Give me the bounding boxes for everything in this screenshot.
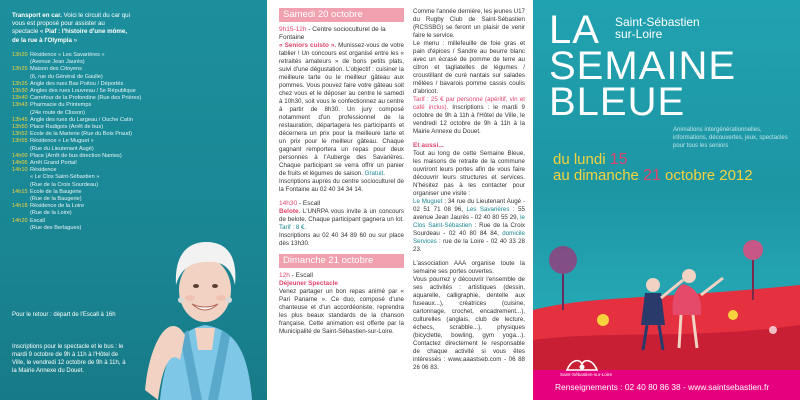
bus-stop-row [12, 225, 130, 232]
bus-stop-time: 14h00 [12, 152, 28, 159]
program-column-right [413, 8, 525, 372]
bus-stop-location: Résidence de la Loire [30, 203, 85, 210]
home-name: le Clos Saint-Sébastien [413, 214, 525, 229]
bus-stop-row [12, 88, 136, 95]
bus-stop-time: 13h45 [12, 116, 28, 123]
bus-stop-row [12, 81, 130, 88]
bus-stop-location: Résidence « Les Savarières » [30, 52, 105, 58]
bus-stops-list [12, 52, 142, 232]
meal-inscription: Inscriptions : le mardi 9 octobre de 9h à 11h à l'Hôtel de Ville, le vendredi 12 octobre de 9h à 11h à la Mairie Annexe du Douet. [413, 104, 526, 135]
bus-stop-time [12, 210, 30, 217]
bus-stop-row [12, 160, 130, 167]
dancing-seniors-illustration [533, 190, 800, 370]
event-title: Belote. [279, 208, 301, 215]
bus-stop-row [12, 196, 130, 203]
bus-stop-row [12, 131, 130, 138]
event-title: Déjeuner Spectacle [279, 280, 338, 287]
bus-stop-time: 13h25 [12, 66, 28, 73]
bus-stop-time [12, 225, 30, 232]
aaa-activities: Vous pourrez y découvrir l'ensemble de ses activités : artistiques (dessin, aquarelle, calligraphie, dentelle aux fuseaux...), créatrices (cuisine, cartonnage, crochet, encadrement...), culturelles (anglais, club de lecture, échecs, scrabble...), physiques (bicyclette, bowling, gym yoga...). Contactez directement le responsable de chaque activité si vous êtes intéressés : www.aaastseb.com - 06 88 26 06 83. [413, 276, 525, 371]
bus-stop-row [12, 124, 130, 131]
cover-city [615, 16, 700, 40]
aaa-open-days: L'association AAA organise toute la semaine ses portes ouvertes. [413, 260, 525, 275]
bus-stop-time: 13h43 [12, 102, 28, 109]
bus-stop-location: (Rue de la Croix Sourdeau) [30, 181, 99, 188]
bus-stop-time: 13h20 [12, 52, 28, 58]
retirement-homes-intro: Tout au long de cette Semaine Bleue, les maisons de retraite de la commune ouvriront leurs portes afin de vous faire découvrir leurs structures et services. N'hésitez pas à les contacter pour organiser une visite : [413, 150, 525, 197]
bus-stop-row [12, 116, 133, 124]
bus-stop-row [12, 174, 130, 181]
cover-date-end [553, 168, 753, 184]
bus-stop-time: 13h30 [12, 88, 28, 95]
date-number: 21 [643, 167, 661, 184]
event-place: - Escall [289, 272, 313, 279]
bus-stop-location: Angle des rues Bas Poitou / Déportés [30, 80, 124, 87]
bus-stop-time [12, 59, 30, 66]
bus-stop-row [12, 203, 130, 210]
home-address: : Rue de la Croix Sourdeau - 02 40 80 84 84, [413, 222, 525, 237]
bus-stop-location: Angles des rues Louvreau / 5e République [30, 88, 136, 95]
event-time: 12h [279, 272, 290, 279]
bus-stop-time [12, 174, 30, 181]
bus-stop-row [12, 102, 130, 109]
bus-stop-time: 14h18 [12, 203, 28, 210]
bus-stop-row [12, 210, 130, 217]
date-prefix: au dimanche [553, 167, 644, 184]
bus-stop-location: (Avenue Jean Jaurès) [30, 59, 85, 66]
home-address: : rue de la Loire - 02 40 33 28 23. [413, 238, 525, 253]
cover-date-start [553, 152, 628, 168]
event-text: Munissez-vous de votre tablier ! Un concours est organisé entre les « retraités amateurs » de bons petits plats, suivi d'une dégustation. L'objectif : cuisiner la meilleure tarte ou le meilleur gâteau aux pommes. Vous pouvez faire votre gâteau soit chez vous et le déposer au centre le samedi à 10h30, soit vous le confectionnez au centre à partir de 8h30. Un jury composé notamment d'un professionnel de la restauration, départagera les participants et décernera un prix pour la meilleure tarte et un prix pour le meilleur gâteau. Chaque gagnant remportera un repas pour deux personnes à l'Auberge des Savarières. Chaque participant se verra offrir un panier de fruits et légumes de saison. [279, 42, 404, 177]
event-description [279, 208, 404, 232]
date-prefix: du lundi [553, 151, 610, 168]
rugby-service-text: Comme l'année dernière, les jeunes U17 du Rugby Club de Saint-Sébastien (RCSSBG) se feront un plaisir de venir faire le service. [413, 8, 525, 39]
event-text: Venez partager un bon repas animé par « Pari Paname ». Ce duo, composé d'une chanteuse et d'un accordéoniste, reprendra les plus beaux standards de la chanson française. Cette animation est offerte par la Municipalité de Saint-Sébastien-sur-Loire. [279, 288, 404, 335]
bus-stop-time: 13h55 [12, 138, 28, 145]
bus-intro [12, 12, 130, 45]
bus-stop-time [12, 182, 30, 189]
home-address: : 55 avenue Jean Jaurès - 02 40 80 55 29, [413, 206, 525, 221]
bus-stop-time [12, 74, 30, 81]
city-line-1: Saint-Sébastien [615, 15, 700, 29]
bus-stop-row [12, 153, 130, 160]
smiling-senior-woman-illustration [140, 190, 270, 400]
also-heading: Et aussi... [413, 142, 444, 149]
intro-show-title: Piaf : l'histoire d'une môme, de la rue à l'Olympia [12, 28, 128, 44]
route-panel [0, 0, 267, 400]
bus-stop-row [12, 110, 130, 117]
city-logo-text: Saint-Sébastien-sur-Loire [560, 372, 613, 377]
bus-stop-location: (Rue du Lieutenant Augé) [30, 145, 94, 152]
bus-stop-location: Ecole de la Marterie (Rue du Bois Praud) [30, 131, 132, 138]
bus-stop-location: (Rue des Berlagues) [30, 224, 82, 231]
date-number: 15 [609, 151, 628, 168]
bus-stop-row [12, 59, 130, 66]
intro-lead: Transport en car. [12, 12, 62, 19]
cover-title-semaine: SEMAINE [549, 44, 737, 88]
bus-stop-row [12, 95, 142, 102]
program-panel [267, 0, 533, 400]
event-text: L'UNRPA vous invite à un concours de belote. Chaque participant gagnera un lot. [279, 208, 404, 223]
bus-stop-time: 14h15 [12, 188, 28, 195]
bus-stop-location: Escall [30, 217, 45, 224]
meal-price: Tarif : 25 € par personne (apéritif, vin et café inclus). [413, 96, 525, 111]
bus-stop-location: Pharmacie du Printemps [30, 102, 92, 109]
home-name: Les Savarières [462, 206, 510, 213]
bus-stop-location: Maison des Citoyens [30, 66, 82, 73]
bus-stop-location: Place (Arrêt de bus direction Nantes) [30, 152, 122, 159]
home-name: Le Muguet [413, 198, 443, 205]
bus-stop-location: Ecole de la Baugerie [30, 188, 82, 195]
bus-stop-time: 14h10 [12, 167, 28, 174]
bus-stop-row [12, 66, 130, 73]
event-time: 14h30 [279, 200, 298, 207]
bus-stop-row [12, 218, 130, 225]
menu-text: Le menu : millefeuille de foie gras et pain d'épices / Sandre au beurre blanc avec un écrasé de pomme de terre au citron et tagliatelles de légumes / croustillant de curé nantais sur salades mêlées / bavarois pomme cassis coulis d'abricot. [413, 40, 525, 95]
event-time: 9h15-12h [279, 26, 307, 33]
bus-stop-row [12, 167, 130, 174]
bus-stop-row [12, 52, 130, 59]
contact-info: Renseignements : 02 40 80 86 38 - www.saintsebastien.fr [555, 382, 770, 392]
bus-stop-time: 13h40 [12, 95, 28, 102]
bus-stop-row [12, 182, 130, 189]
event-inscription: Inscriptions au 02 40 34 89 60 ou sur place dès 13h30. [279, 232, 404, 247]
bus-stop-time: 14h05 [12, 160, 28, 167]
bus-stop-row [12, 138, 130, 145]
event-price: Tarif : 8 €. [279, 224, 307, 231]
bus-stop-time: 13h52 [12, 131, 28, 138]
event-inscription: Inscriptions auprès du centre socioculturel de la Fontaine au 02 40 34 34 14. [279, 178, 404, 193]
cover-title-bleue: BLEUE [549, 80, 686, 124]
date-suffix: octobre 2012 [660, 167, 753, 184]
home-address: : 34 rue du Lieutenant Augé - 02 51 71 08 96, [413, 198, 526, 213]
bus-stop-row [12, 146, 130, 153]
event-place: - Escall [297, 200, 321, 207]
intro-end: » [71, 36, 78, 44]
bus-stop-row [12, 74, 130, 81]
cover-panel [533, 0, 800, 400]
bus-stop-time [12, 196, 30, 203]
bus-stop-location: « Le Clos Saint-Sébastien » [30, 174, 100, 181]
event-place: - Centre socioculturel de la Fontaine [279, 26, 386, 41]
bus-inscription-info: Inscriptions pour le spectacle et le bus : le mardi 9 octobre de 9h à 11h à l'Hôtel de Ville, le vendredi 12 octobre de 9h à 11h, à la Mairie Annexe du Douet. [12, 344, 126, 374]
bus-stop-time: 13h50 [12, 124, 28, 131]
bus-stop-location: Résidence [30, 167, 57, 174]
bus-stop-time [12, 146, 30, 153]
bus-stop-location: Carrefour de la Profondine (Rue des Prières) [30, 95, 142, 102]
bus-stop-location: (Rue de la Loire) [30, 210, 72, 217]
cover-title-la: LA [549, 8, 600, 52]
intro-text: Voici le circuit du car qui vous est proposé pour assister au spectacle « [12, 12, 130, 36]
city-line-2: sur-Loire [615, 27, 663, 41]
bus-stop-location: Angle des rues du Largeau / Ouche Catin [30, 116, 133, 123]
bus-stop-location: (6, rue du Général de Gaulle) [30, 73, 103, 80]
bus-stop-location: Place Radigois (Arrêt de bus) [30, 124, 104, 131]
day-heading-sunday: Dimanche 21 octobre [279, 254, 404, 268]
event-price: Gratuit. [364, 170, 385, 177]
retirement-homes-list [413, 198, 525, 254]
bus-stop-location: (Rue de la Baugerie) [30, 196, 82, 203]
bus-stop-time: 14h20 [12, 217, 28, 224]
bus-stop-row [12, 189, 130, 196]
bus-stop-location: Résidence « Le Muguet » [30, 138, 94, 145]
bus-stop-time: 13h25 [12, 80, 28, 87]
event-description [279, 42, 404, 178]
cover-tagline: Animations intergénérationnelles, informations, découvertes, jeux, spectacles pour tous les seniors [673, 127, 788, 149]
day-heading-saturday: Samedi 20 octobre [279, 8, 404, 22]
bus-stop-location: (24e route de Clisson) [30, 109, 86, 116]
home-name: domicile Services [413, 230, 525, 245]
return-info: Pour le retour : départ de l'Escall à 16h [12, 312, 116, 318]
bus-stop-location: Arrêt Grand Portail [30, 160, 77, 167]
bus-stop-time [12, 110, 30, 117]
event-title: « Seniors cuisto ». [279, 42, 337, 49]
program-column-left [279, 8, 404, 336]
